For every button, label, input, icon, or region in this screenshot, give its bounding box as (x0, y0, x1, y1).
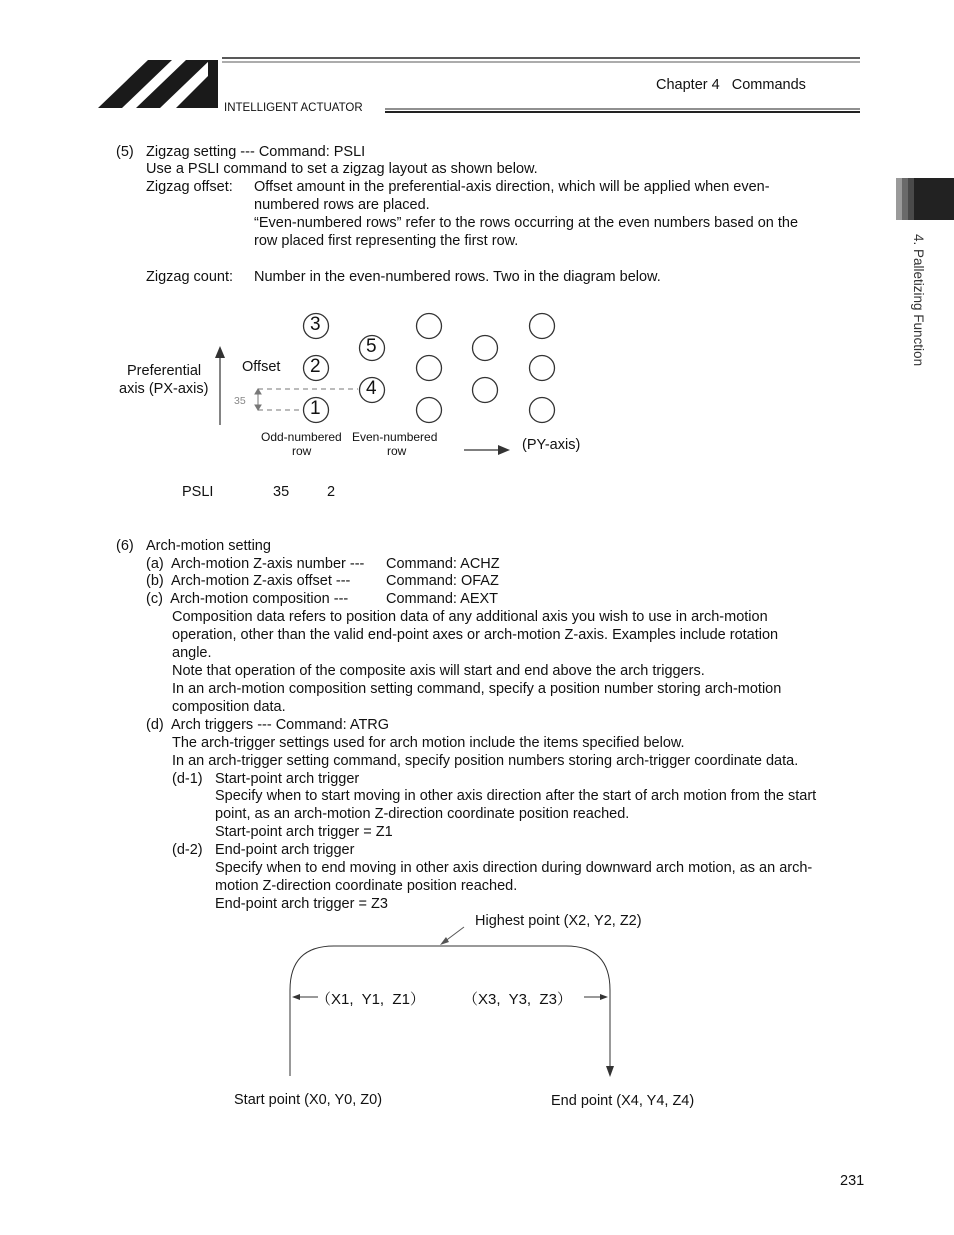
zigzag-number-1: 1 (310, 398, 321, 419)
side-tab-label: 4. Palletizing Function (911, 234, 926, 367)
end-point-label: End point (X4, Y4, Z4) (551, 1093, 695, 1109)
item-d1-text-1: Specify when to start moving in other axis direction after the start of arch motion from the start (215, 788, 817, 804)
start-point-label: Start point (X0, Y0, Z0) (234, 1092, 383, 1108)
psli-command: PSLI (182, 484, 214, 500)
chapter-title: Chapter 4 Commands (656, 77, 806, 93)
item-d2-title: End-point arch trigger (215, 842, 355, 858)
odd-row-label-1: Odd-numbered (261, 430, 342, 444)
item-d1-number: (d-1) (172, 771, 203, 787)
section5-intro: Use a PSLI command to set a zigzag layout as shown below. (146, 161, 538, 177)
company-name: INTELLIGENT ACTUATOR (224, 102, 363, 114)
section6-title: Arch-motion setting (146, 538, 271, 554)
highest-point-label: Highest point (X2, Y2, Z2) (475, 913, 642, 929)
item-c-text-4: Note that operation of the composite axis will start and end above the arch triggers. (172, 663, 705, 679)
odd-row-label-2: row (292, 444, 312, 458)
section6-number: (6) (116, 538, 134, 554)
item-d2-number: (d-2) (172, 842, 203, 858)
even-row-label-2: row (387, 444, 407, 458)
item-d2-text-3: End-point arch trigger = Z3 (215, 896, 388, 912)
preferential-axis-label-2: axis (PX-axis) (119, 381, 209, 397)
zigzag-number-5: 5 (366, 336, 377, 357)
item-b: (b) Arch-motion Z-axis offset --- (146, 573, 351, 589)
item-c-text-3: angle. (172, 645, 212, 661)
end-trigger-coords: （X3, Y3, Z3） (463, 991, 572, 1008)
item-d-text-2: In an arch-trigger setting command, specify position numbers storing arch-trigger coordinate data. (172, 753, 799, 769)
offset-label: Offset (242, 359, 281, 375)
item-c: (c) Arch-motion composition --- (146, 591, 349, 607)
zigzag-number-2: 2 (310, 356, 321, 377)
start-trigger-coords: （X1, Y1, Z1） (316, 991, 425, 1008)
item-c-text-2: operation, other than the valid end-point axes or arch-motion Z-axis. Examples include rotation (172, 627, 779, 643)
zigzag-offset-label: Zigzag offset: (146, 179, 233, 195)
py-axis-label: (PY-axis) (522, 437, 581, 453)
item-a: (a) Arch-motion Z-axis number --- (146, 556, 365, 572)
item-d-text-1: The arch-trigger settings used for arch motion include the items specified below. (172, 735, 685, 751)
item-c-text-6: composition data. (172, 699, 286, 715)
zigzag-offset-text-1: Offset amount in the preferential-axis direction, which will be applied when even- (254, 179, 770, 195)
page-number: 231 (840, 1173, 865, 1189)
item-b-command: Command: OFAZ (386, 573, 499, 589)
item-c-text-1: Composition data refers to position data of any additional axis you wish to use in arch-motion (172, 609, 768, 625)
item-c-text-5: In an arch-motion composition setting command, specify a position number storing arch-motion (172, 681, 782, 697)
start-trigger-arrow (292, 994, 318, 1000)
zigzag-offset-text-2: numbered rows are placed. (254, 197, 430, 213)
item-d2-text-2: motion Z-direction coordinate position reached. (215, 878, 518, 894)
even-row-label-1: Even-numbered (352, 430, 438, 444)
item-d1-title: Start-point arch trigger (215, 771, 360, 787)
preferential-axis-label-1: Preferential (127, 363, 202, 379)
end-trigger-arrow (584, 994, 608, 1000)
item-a-command: Command: ACHZ (386, 556, 500, 572)
section5-title: Zigzag setting --- Command: PSLI (146, 144, 366, 160)
zigzag-count-text: Number in the even-numbered rows. Two in the diagram below. (254, 269, 661, 285)
zigzag-number-4: 4 (366, 378, 377, 399)
psli-arg-offset: 35 (273, 484, 290, 500)
zigzag-count-label: Zigzag count: (146, 269, 234, 285)
item-d2-text-1: Specify when to end moving in other axis direction during downward arch motion, as an arch- (215, 860, 813, 876)
section5-number: (5) (116, 144, 134, 160)
highest-point-leader (440, 927, 464, 945)
psli-arg-count: 2 (327, 484, 336, 500)
end-point-arrow (606, 1066, 614, 1077)
item-d1-text-2: point, as an arch-motion Z-direction coordinate position reached. (215, 806, 630, 822)
arch-path (290, 946, 610, 1076)
offset-value: 35 (234, 395, 246, 407)
item-c-command: Command: AEXT (386, 591, 499, 607)
item-d1-text-3: Start-point arch trigger = Z1 (215, 824, 393, 840)
zigzag-offset-text-3: “Even-numbered rows” refer to the rows occurring at the even numbers based on the (254, 215, 799, 231)
item-d: (d) Arch triggers --- Command: ATRG (146, 717, 390, 733)
zigzag-number-3: 3 (310, 314, 321, 335)
zigzag-offset-text-4: row placed first representing the first row. (254, 233, 519, 249)
